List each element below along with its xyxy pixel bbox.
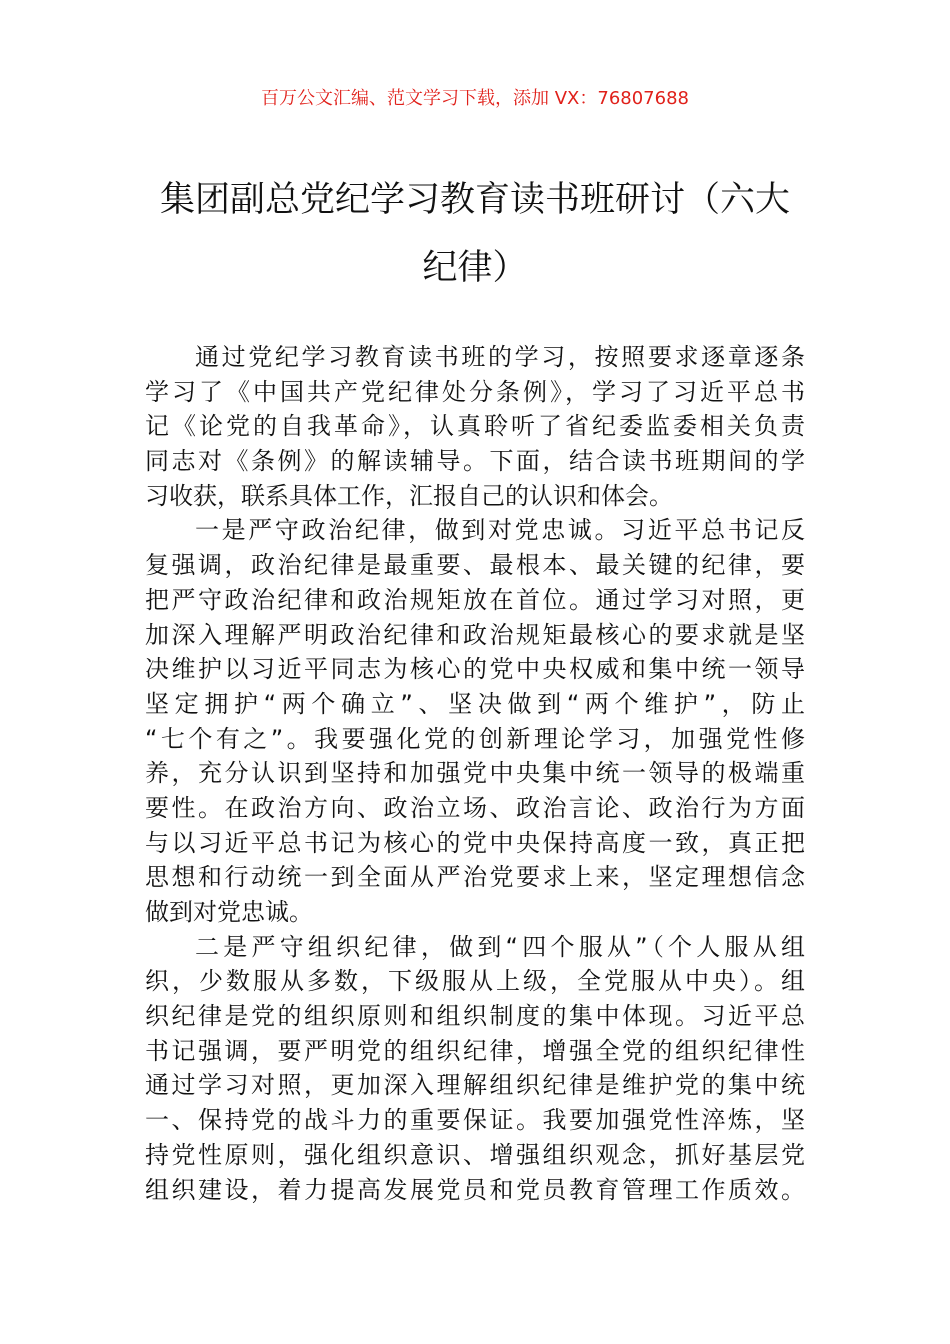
text-line: 与以习近平总书记为核心的党中央保持高度一致，真正把 [145,828,805,857]
text-line: 复强调，政治纪律是最重要、最根本、最关键的纪律，要 [145,551,805,580]
text-line: 记《论党的自我革命》，认真聆听了省纪委监委相关负责 [145,412,805,441]
text-line: 同志对《条例》的解读辅导。下面，结合读书班期间的学 [145,447,805,476]
paragraph [145,930,805,1208]
document-body [145,340,805,1207]
text-line: 通过党纪学习教育读书班的学习，按照要求逐章逐条 [195,343,805,371]
paragraph [145,340,805,513]
text-line: 坚定拥护“两个确立”、坚决做到“两个维护”，防止 [145,689,805,718]
document-title [145,166,805,302]
text-line: 织，少数服从多数，下级服从上级，全党服从中央）。组 [145,967,805,996]
text-line: 加深入理解严明政治纪律和政治规矩最核心的要求就是坚 [145,620,805,649]
text-line: 通过学习对照，更加深入理解组织纪律是维护党的集中统 [145,1071,805,1100]
text-line: 织纪律是党的组织原则和组织制度的集中体现。习近平总 [145,1002,805,1031]
text-line: “七个有之”。我要强化党的创新理论学习，加强党性修 [145,724,805,753]
text-line: 学习了《中国共产党纪律处分条例》，学习了习近平总书 [145,377,805,406]
text-line: 习收获，联系具体工作，汇报自己的认识和体会。 [145,481,673,510]
watermark-header: 百万公文汇编、范文学习下载，添加 VX：76807688 [261,88,689,109]
text-line: 组织建设，着力提高发展党员和党员教育管理工作质效。 [145,1175,805,1204]
text-line: 一是严守政治纪律，做到对党忠诚。习近平总书记反 [195,516,805,545]
text-line: 思想和行动统一到全面从严治党要求上来，坚定理想信念 [145,863,805,892]
text-line: 做到对党忠诚。 [145,898,313,926]
title-line-2: 纪律） [422,248,528,288]
text-line: 书记强调，要严明党的组织纪律，增强全党的组织纪律性 [145,1036,805,1065]
text-line: 养，充分认识到坚持和加强党中央集中统一领导的极端重 [145,759,805,788]
text-line: 持党性原则，强化组织意识、增强组织观念，抓好基层党 [145,1140,805,1169]
text-line: 把严守政治纪律和政治规矩放在首位。通过学习对照，更 [145,585,805,614]
text-line: 决维护以习近平同志为核心的党中央权威和集中统一领导 [145,655,805,684]
text-line: 要性。在政治方向、政治立场、政治言论、政治行为方面 [145,793,805,822]
title-line-1: 集团副总党纪学习教育读书班研讨（六大 [159,180,790,220]
paragraph [145,513,805,929]
text-line: 一、保持党的战斗力的重要保证。我要加强党性淬炼，坚 [145,1106,805,1135]
text-line: 二是严守组织纪律，做到“四个服从”（个人服从组 [195,932,805,961]
